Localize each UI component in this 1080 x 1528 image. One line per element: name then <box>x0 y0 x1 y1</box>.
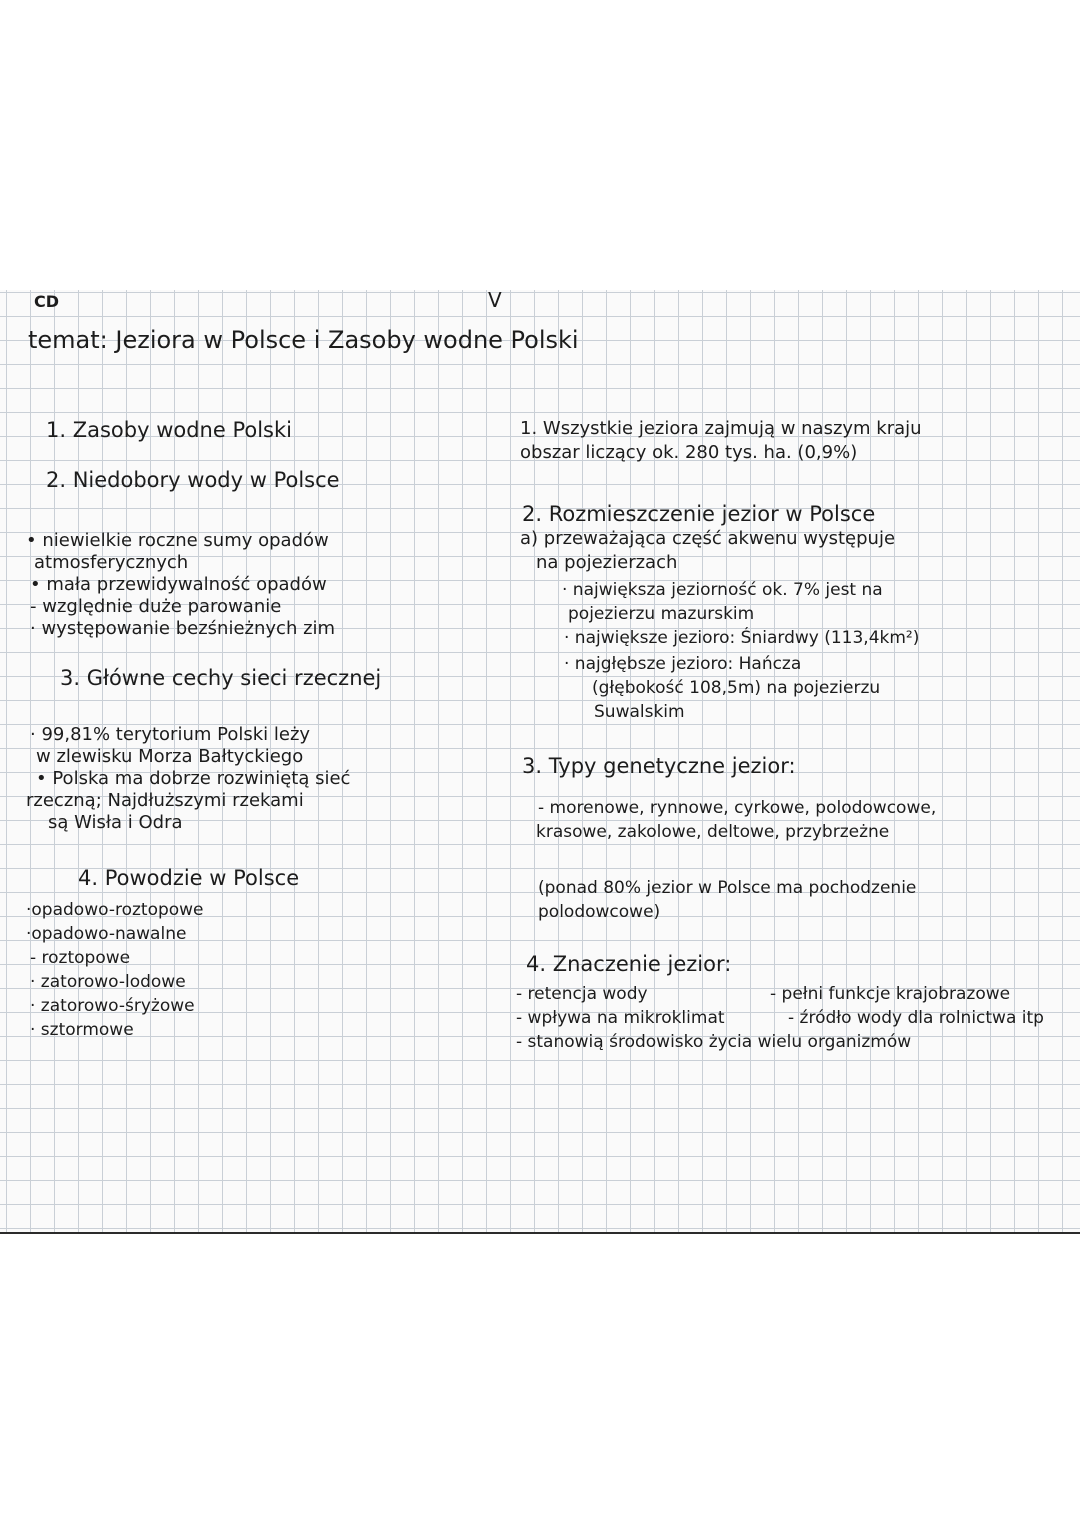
heading-powodzie: 4. Powodzie w Polsce <box>78 866 300 890</box>
list-item: · największe jezioro: Śniardwy (113,4km²) <box>564 628 920 648</box>
list-item: · zatorowo-lodowe <box>30 972 186 992</box>
list-item: są Wisła i Odra <box>48 812 183 833</box>
list-item: - roztopowe <box>30 948 131 968</box>
list-item: - retencja wody <box>516 984 648 1004</box>
list-item: · sztormowe <box>30 1020 134 1040</box>
list-item: - morenowe, rynnowe, cyrkowe, polodowcowe, <box>538 798 937 818</box>
list-item: krasowe, zakolowe, deltowe, przybrzeżne <box>536 822 890 842</box>
list-item: · 99,81% terytorium Polski leży <box>30 724 311 745</box>
list-item: polodowcowe) <box>538 902 661 922</box>
corner-label: CD <box>34 292 60 311</box>
list-item: w zlewisku Morza Bałtyckiego <box>36 746 304 767</box>
heading-znaczenie: 4. Znaczenie jezior: <box>526 952 732 976</box>
heading-siec-rzeczna: 3. Główne cechy sieci rzecznej <box>60 666 382 690</box>
list-item: · występowanie bezśnieżnych zim <box>30 618 336 639</box>
heading-zasoby: 1. Zasoby wodne Polski <box>46 418 292 442</box>
list-item: pojezierzu mazurskim <box>568 604 755 624</box>
list-item: · zatorowo-śryżowe <box>30 996 195 1016</box>
top-mark: V <box>488 288 502 312</box>
heading-typy: 3. Typy genetyczne jezior: <box>522 754 796 778</box>
notebook-page <box>0 290 1080 1234</box>
heading-rozmieszczenie: 2. Rozmieszczenie jezior w Polsce <box>522 502 876 526</box>
list-item: • Polska ma dobrze rozwiniętą sieć <box>36 768 351 789</box>
list-item: • niewielkie roczne sumy opadów <box>26 530 329 551</box>
list-item: atmosferycznych <box>34 552 189 573</box>
list-item: - źródło wody dla rolnictwa itp <box>788 1008 1044 1028</box>
list-item: ·opadowo-nawalne <box>26 924 187 944</box>
heading-niedobory: 2. Niedobory wody w Polsce <box>46 468 340 492</box>
list-item: rzeczną; Najdłuższymi rzekami <box>26 790 304 811</box>
list-item: ·opadowo-roztopowe <box>26 900 204 920</box>
list-item: obszar liczący ok. 280 tys. ha. (0,9%) <box>520 442 858 463</box>
list-item: Suwalskim <box>594 702 685 722</box>
list-item: (głębokość 108,5m) na pojezierzu <box>592 678 881 698</box>
list-item: 1. Wszystkie jeziora zajmują w naszym kraju <box>520 418 922 439</box>
list-item: • mała przewidywalność opadów <box>30 574 327 595</box>
list-item: - stanowią środowisko życia wielu organizmów <box>516 1032 912 1052</box>
list-item: - wpływa na mikroklimat <box>516 1008 725 1028</box>
list-item: - względnie duże parowanie <box>30 596 282 617</box>
list-item: - pełni funkcje krajobrazowe <box>770 984 1011 1004</box>
list-item: na pojezierzach <box>536 552 678 573</box>
list-item: · najgłębsze jezioro: Hańcza <box>564 654 802 674</box>
list-item: (ponad 80% jezior w Polsce ma pochodzenie <box>538 878 917 898</box>
list-item: a) przeważająca część akwenu występuje <box>520 528 896 549</box>
list-item: · największa jeziorność ok. 7% jest na <box>562 580 883 600</box>
page-title: temat: Jeziora w Polsce i Zasoby wodne Polski <box>28 326 579 354</box>
